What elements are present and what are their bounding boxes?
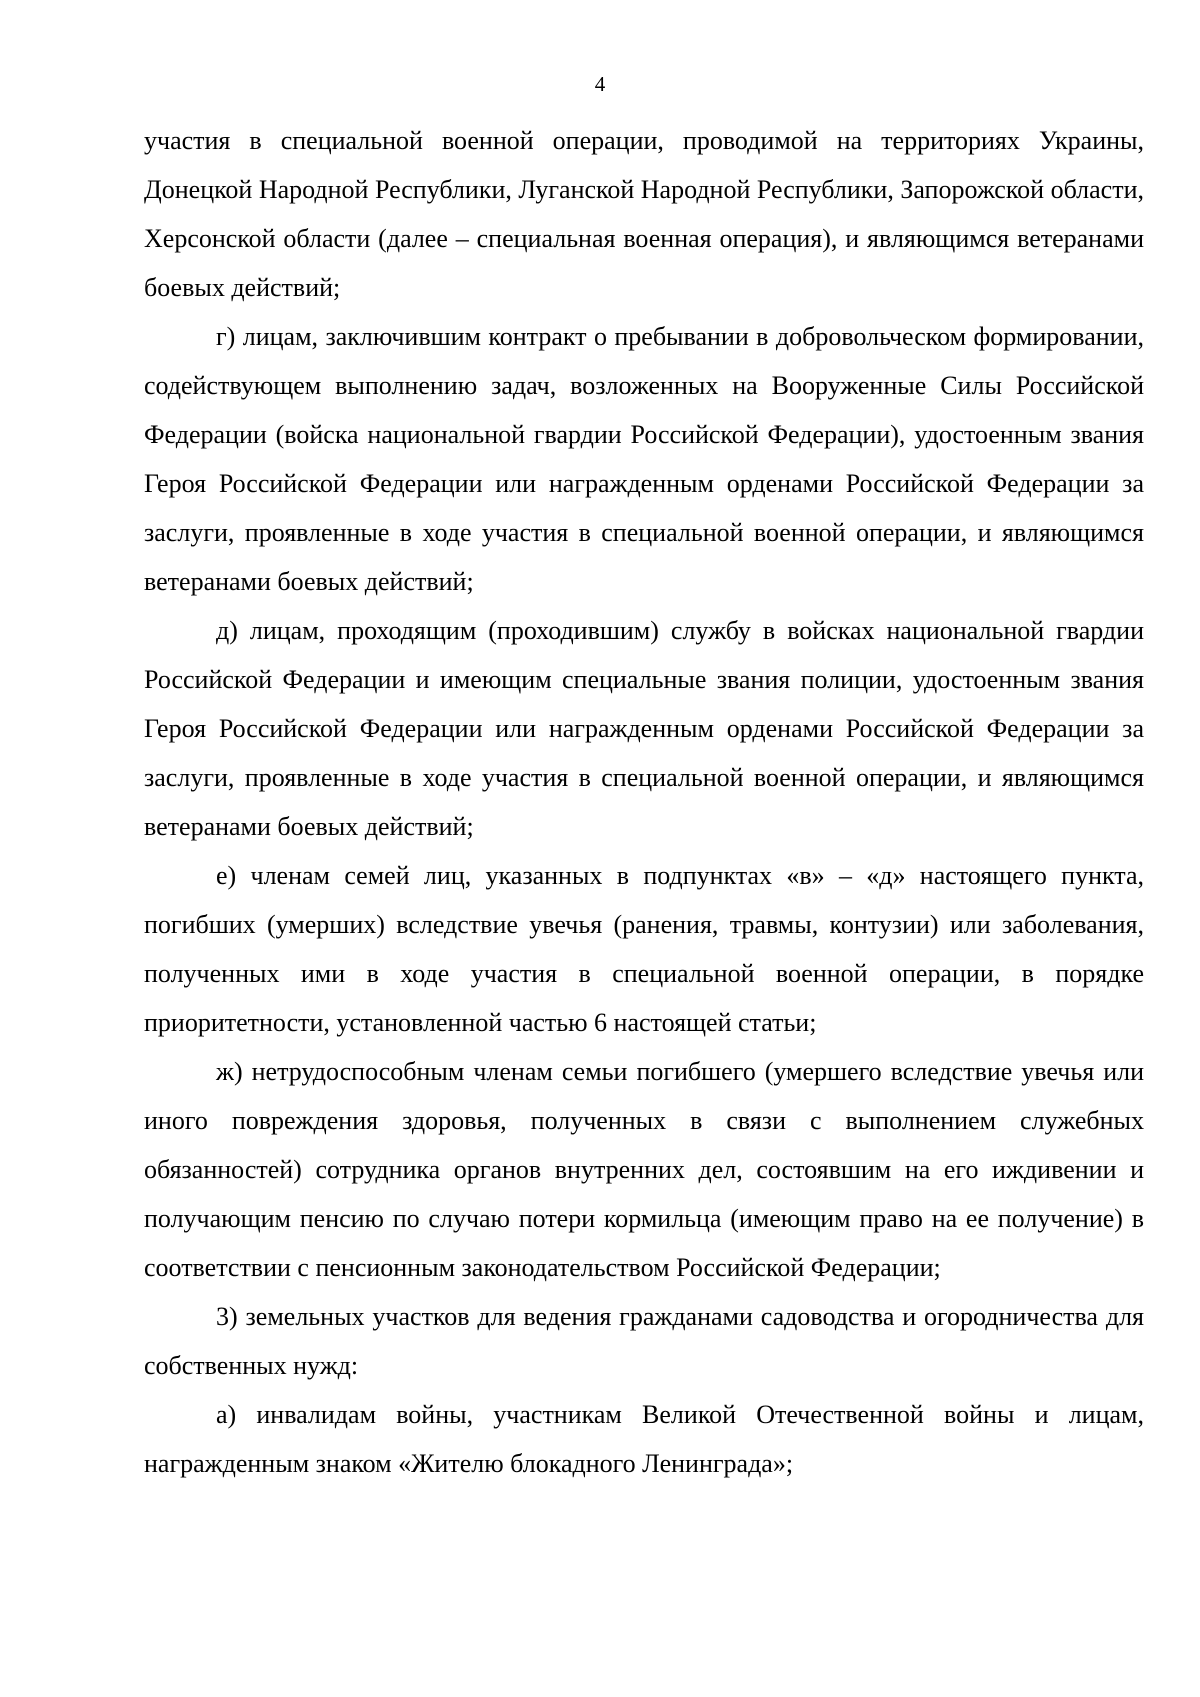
page-number: 4 (594, 72, 606, 96)
paragraph-subitem-zh: ж) нетрудоспособным членам семьи погибшего (умершего вследствие увечья или иного повреждения здоровья, полученных в связи с выполнением служебных обязанностей) сотрудника органов внутренних дел, состоявшим на его иждивении и получающим пенсию по случаю потери кормильца (имеющим право на ее получение) в соответствии с пенсионным законодательством Российской Федерации; (144, 1057, 1144, 1282)
paragraph-item-3: 3) земельных участков для ведения гражданами садоводства и огородничества для собственных нужд: (144, 1302, 1144, 1380)
paragraph-subitem-d: д) лицам, проходящим (проходившим) службу в войсках национальной гвардии Российской Федерации и имеющим специальные звания полиции, удостоенным звания Героя Российской Федерации или награжденным орденами Российской Федерации за заслуги, проявленные в ходе участия в специальной военной операции, и являющимся ветеранами боевых действий; (144, 616, 1144, 841)
document-body (144, 116, 1144, 1488)
paragraph-subitem-a: а) инвалидам войны, участникам Великой Отечественной войны и лицам, награжденным знаком «Жителю блокадного Ленинграда»; (144, 1400, 1144, 1478)
paragraph-subitem-g: г) лицам, заключившим контракт о пребывании в добровольческом формировании, содействующем выполнению задач, возложенных на Вооруженные Силы Российской Федерации (войска национальной гвардии Российской Федерации), удостоенным звания Героя Российской Федерации или награжденным орденами Российской Федерации за заслуги, проявленные в ходе участия в специальной военной операции, и являющимся ветеранами боевых действий; (144, 322, 1144, 596)
paragraph-subitem-e: е) членам семей лиц, указанных в подпунктах «в» – «д» настоящего пункта, погибших (умерших) вследствие увечья (ранения, травмы, контузии) или заболевания, полученных ими в ходе участия в специальной военной операции, в порядке приоритетности, установленной частью 6 настоящей статьи; (144, 861, 1144, 1037)
paragraph-continuation: участия в специальной военной операции, проводимой на территориях Украины, Донецкой Народной Республики, Луганской Народной Республики, Запорожской области, Херсонской области (далее – специальная военная операция), и являющимся ветеранами боевых действий; (144, 126, 1144, 302)
